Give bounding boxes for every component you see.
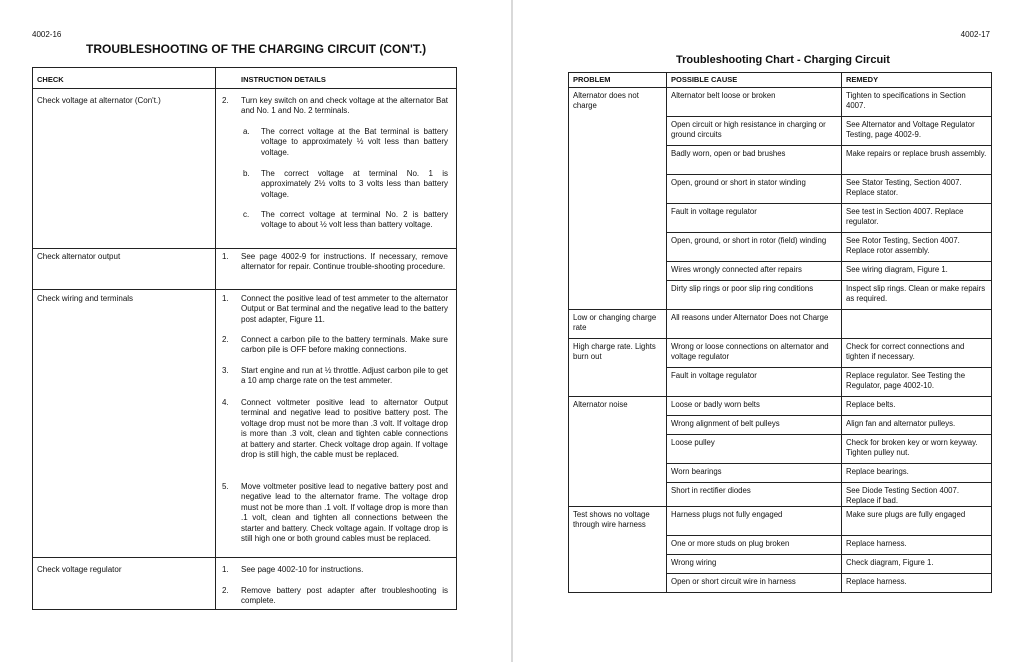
instruction-substep: a. The correct voltage at the Bat terminal is battery voltage to approximately ½ volt less than battery voltage.: [243, 127, 448, 157]
chart-row: [569, 536, 992, 555]
remedy-cell: Tighten to specifications in Section 4007.: [842, 88, 992, 117]
problem-cell: [569, 117, 667, 146]
instruction-substep: c. The correct voltage at terminal No. 2 is battery voltage to about ½ volt less than battery voltage.: [243, 210, 448, 230]
cause-cell: Badly worn, open or bad brushes: [667, 146, 842, 175]
remedy-cell: Check diagram, Figure 1.: [842, 555, 992, 574]
problem-cell: [569, 146, 667, 175]
remedy-cell: Replace regulator. See Testing the Regulator, page 4002-10.: [842, 368, 992, 397]
chart-row: [569, 507, 992, 536]
check-label: Check voltage regulator: [37, 565, 122, 574]
problem-cell: [569, 416, 667, 435]
instruction-step: 2. Connect a carbon pile to the battery terminals. Make sure carbon pile is OFF before making connections.: [222, 335, 448, 355]
problem-cell: [569, 555, 667, 574]
cause-cell: Open, ground, or short in rotor (field) winding: [667, 233, 842, 262]
problem-cell: [569, 435, 667, 464]
cause-cell: Wrong alignment of belt pulleys: [667, 416, 842, 435]
remedy-cell: Replace harness.: [842, 574, 992, 593]
problem-cell: Alternator does not charge: [569, 88, 667, 117]
remedy-cell: Replace belts.: [842, 397, 992, 416]
problem-cell: [569, 483, 667, 507]
instruction-step: 4. Connect voltmeter positive lead to alternator Output terminal and negative lead to positive battery post. The voltage drop must not be more than .3 volt. If voltage drop is more than .3 volt, clean and tighten cable connections at battery and starter. Check voltage drop again. If voltage drop is still high, the cable must be replaced.: [222, 398, 448, 460]
remedy-column-header: REMEDY: [842, 73, 992, 88]
chart-row: [569, 262, 992, 281]
cause-cell: Harness plugs not fully engaged: [667, 507, 842, 536]
problem-cell: [569, 175, 667, 204]
problem-cell: [569, 262, 667, 281]
instruction-step: 5. Move voltmeter positive lead to negative battery post and negative lead to the alternator frame. The voltage drop must not be more than .1 volt. If voltage drop is more than .1 volt, clean and tighten all connections between the starter and battery. Check voltage again. If voltage drop is still high one or both ground cables must be replaced.: [222, 482, 448, 544]
chart-row: [569, 574, 992, 593]
chart-row: [569, 397, 992, 416]
cause-cell: Open circuit or high resistance in charging or ground circuits: [667, 117, 842, 146]
cause-cell: Fault in voltage regulator: [667, 204, 842, 233]
cause-column-header: POSSIBLE CAUSE: [667, 73, 842, 88]
chart-row: [569, 483, 992, 507]
chart-row: [569, 416, 992, 435]
chart-row: [569, 175, 992, 204]
instruction-step: 1. See page 4002-10 for instructions.: [222, 565, 364, 574]
remedy-cell: Replace bearings.: [842, 464, 992, 483]
cause-cell: Loose pulley: [667, 435, 842, 464]
instruction-step: 1. See page 4002-9 for instructions. If necessary, remove alternator for repair. Continue trouble-shooting procedure.: [222, 252, 448, 272]
remedy-cell: Inspect slip rings. Clean or make repairs as required.: [842, 281, 992, 310]
instruction-substep: b. The correct voltage at terminal No. 1 is approximately 2½ volts to 3 volts less than battery voltage.: [243, 169, 448, 199]
remedy-cell: See test in Section 4007. Replace regulator.: [842, 204, 992, 233]
check-label: Check wiring and terminals: [37, 294, 134, 303]
cause-cell: All reasons under Alternator Does not Charge: [667, 310, 842, 339]
check-label: Check alternator output: [37, 252, 121, 261]
chart-row: [569, 435, 992, 464]
check-label: Check voltage at alternator (Con't.): [37, 96, 161, 105]
problem-cell: [569, 233, 667, 262]
remedy-cell: Check for broken key or worn keyway. Tighten pulley nut.: [842, 435, 992, 464]
problem-cell: [569, 574, 667, 593]
cause-cell: Wires wrongly connected after repairs: [667, 262, 842, 281]
remedy-cell: See Diode Testing Section 4007. Replace if bad.: [842, 483, 992, 507]
cause-cell: One or more studs on plug broken: [667, 536, 842, 555]
problem-cell: Low or changing charge rate: [569, 310, 667, 339]
remedy-cell: Align fan and alternator pulleys.: [842, 416, 992, 435]
cause-cell: Short in rectifier diodes: [667, 483, 842, 507]
left-page-title: TROUBLESHOOTING OF THE CHARGING CIRCUIT (CON'T.): [86, 42, 427, 56]
chart-row: [569, 88, 992, 117]
remedy-cell: Replace harness.: [842, 536, 992, 555]
problem-cell: Alternator noise: [569, 397, 667, 416]
problem-cell: [569, 281, 667, 310]
remedy-cell: See wiring diagram, Figure 1.: [842, 262, 992, 281]
cause-cell: Alternator belt loose or broken: [667, 88, 842, 117]
chart-row: [569, 339, 992, 368]
cause-cell: Worn bearings: [667, 464, 842, 483]
chart-row: [569, 464, 992, 483]
chart-row: [569, 146, 992, 175]
instruction-column-header: INSTRUCTION DETAILS: [241, 75, 326, 84]
problem-cell: Test shows no voltage through wire harness: [569, 507, 667, 536]
check-column-header: CHECK: [37, 75, 64, 84]
instruction-step: 1. Connect the positive lead of test ammeter to the alternator Output or Bat terminal and the negative lead to the battery post adapter, Figure 11.: [222, 294, 448, 324]
cause-cell: Fault in voltage regulator: [667, 368, 842, 397]
troubleshooting-chart-table: [568, 72, 992, 593]
remedy-cell: See Rotor Testing, Section 4007. Replace rotor assembly.: [842, 233, 992, 262]
instruction-step: 2. Remove battery post adapter after troubleshooting is complete.: [222, 586, 448, 606]
problem-cell: [569, 368, 667, 397]
chart-row: [569, 310, 992, 339]
remedy-cell: Make repairs or replace brush assembly.: [842, 146, 992, 175]
chart-row: [569, 555, 992, 574]
cause-cell: Wrong or loose connections on alternator and voltage regulator: [667, 339, 842, 368]
cause-cell: Dirty slip rings or poor slip ring conditions: [667, 281, 842, 310]
remedy-cell: See Alternator and Voltage Regulator Testing, page 4002-9.: [842, 117, 992, 146]
remedy-cell: Make sure plugs are fully engaged: [842, 507, 992, 536]
right-page: [513, 0, 1024, 662]
chart-row: [569, 368, 992, 397]
right-page-number: 4002-17: [960, 30, 990, 39]
instruction-step: 2. Turn key switch on and check voltage at the alternator Bat and No. 1 and No. 2 terminals.: [222, 96, 448, 116]
chart-row: [569, 281, 992, 310]
cause-cell: Open, ground or short in stator winding: [667, 175, 842, 204]
left-page-number: 4002-16: [32, 30, 62, 39]
chart-row: [569, 233, 992, 262]
remedy-cell: Check for correct connections and tighten if necessary.: [842, 339, 992, 368]
problem-cell: High charge rate. Lights burn out: [569, 339, 667, 368]
left-page: [0, 0, 511, 662]
problem-column-header: PROBLEM: [569, 73, 667, 88]
instruction-step: 3. Start engine and run at ½ throttle. Adjust carbon pile to get a 10 amp charge rate on the test ammeter.: [222, 366, 448, 386]
remedy-cell: [842, 310, 992, 339]
cause-cell: Open or short circuit wire in harness: [667, 574, 842, 593]
cause-cell: Wrong wiring: [667, 555, 842, 574]
cause-cell: Loose or badly worn belts: [667, 397, 842, 416]
problem-cell: [569, 536, 667, 555]
problem-cell: [569, 464, 667, 483]
right-page-title: Troubleshooting Chart - Charging Circuit: [676, 54, 890, 66]
chart-row: [569, 204, 992, 233]
remedy-cell: See Stator Testing, Section 4007. Replace stator.: [842, 175, 992, 204]
chart-row: [569, 117, 992, 146]
check-instructions-table: [32, 67, 457, 610]
problem-cell: [569, 204, 667, 233]
